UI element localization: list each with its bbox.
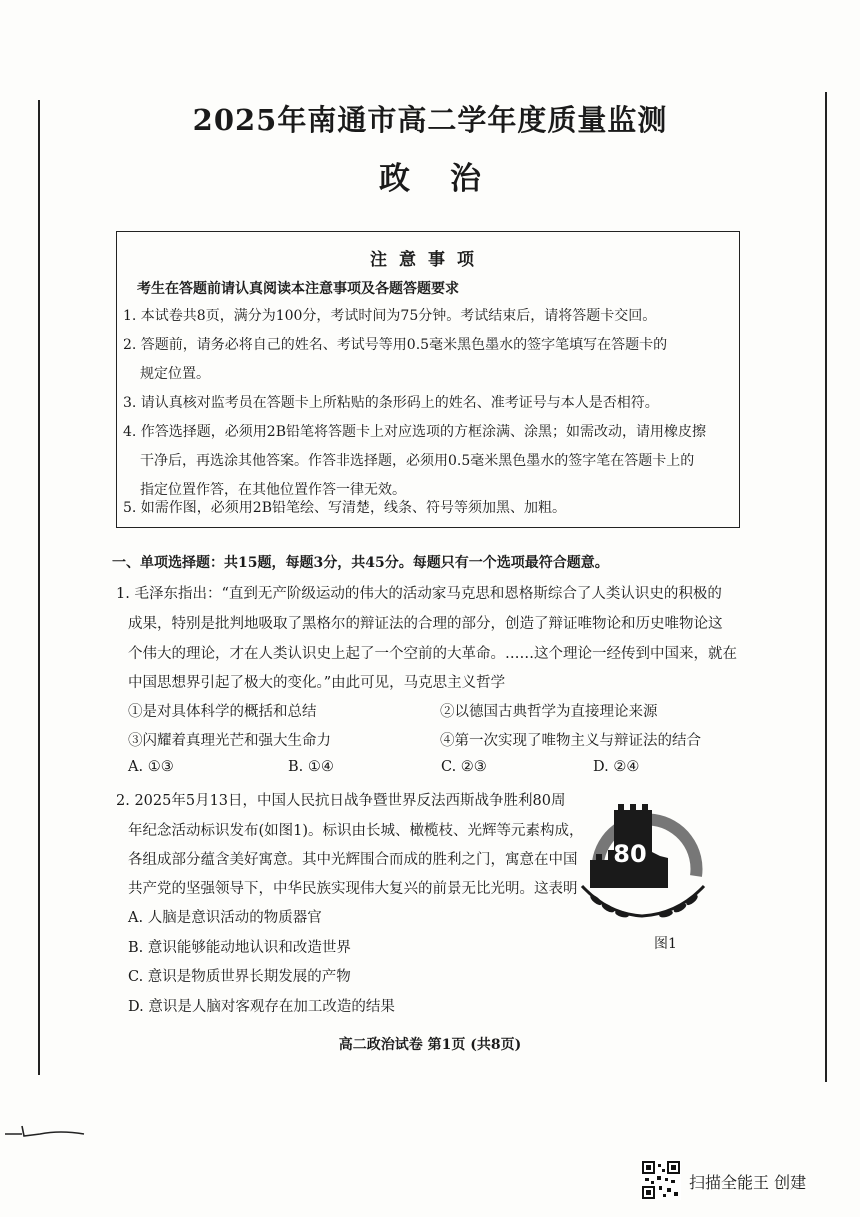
q2-text: 共产党的坚强领导下，中华民族实现伟大复兴的前景无比光明。这表明	[128, 881, 578, 897]
qr-code-icon	[641, 1160, 681, 1200]
q1-statement: ①是对具体科学的概括和总结	[128, 704, 317, 720]
q1-text: 1. 毛泽东指出：“直到无产阶级运动的伟大的活动家马克思和恩格斯综合了人类认识史的积极的	[116, 586, 722, 602]
q1-option-c: C. ②③	[441, 759, 487, 775]
notice-intro: 考生在答题前请认真阅读本注意事项及各题答题要求	[137, 281, 459, 297]
notice-box	[116, 231, 740, 528]
q1-option-d: D. ②④	[593, 759, 640, 775]
notice-item: 2. 答题前，请务必将自己的姓名、考试号等用0.5毫米黑色墨水的签字笔填写在答题卡的 规定位置。	[123, 337, 668, 382]
subject-title: 政治	[379, 161, 521, 197]
q2-option-d: D. 意识是人脑对客观存在加工改造的结果	[128, 999, 395, 1015]
left-margin-line	[38, 100, 40, 1075]
logo-number: 80	[613, 840, 647, 868]
notice-heading: 注意事项	[370, 250, 486, 270]
q1-text: 成果，特别是批判地吸取了黑格尔的辩证法的合理的部分，创造了辩证唯物论和历史唯物论这	[128, 616, 723, 632]
q2-option-a: A. 人脑是意识活动的物质器官	[128, 910, 322, 926]
q1-statement: ③闪耀着真理光芒和强大生命力	[128, 733, 331, 749]
q2-option-c: C. 意识是物质世界长期发展的产物	[128, 969, 351, 985]
pen-mark	[0, 1120, 100, 1150]
q1-text: 个伟大的理论，才在人类认识史上起了一个空前的大革命。……这个理论一经传到中国来，就在	[128, 646, 737, 662]
right-margin-line	[825, 92, 827, 1082]
page-footer: 高二政治试卷 第1页 (共8页)	[338, 1037, 522, 1053]
scanner-watermark	[641, 1160, 841, 1200]
section-heading: 一、单项选择题：共15题，每题3分，共45分。每题只有一个选项最符合题意。	[112, 555, 609, 571]
notice-item: 3. 请认真核对监考员在答题卡上所粘贴的条形码上的姓名、准考证号与本人是否相符。	[123, 395, 659, 411]
q1-option-a: A. ①③	[128, 759, 174, 775]
q1-option-b: B. ①④	[288, 759, 334, 775]
watermark-text: 扫描全能王 创建	[689, 1173, 807, 1192]
q1-statement: ④第一次实现了唯物主义与辩证法的结合	[440, 733, 701, 749]
notice-item: 1. 本试卷共8页，满分为100分，考试时间为75分钟。考试结束后，请将答题卡交回。	[123, 308, 657, 324]
q1-text: 中国思想界引起了极大的变化。”由此可见，马克思主义哲学	[128, 675, 506, 691]
notice-item: 5. 如需作图，必须用2B铅笔绘、写清楚，线条、符号等须加黑、加粗。	[123, 500, 567, 516]
notice-item: 4. 作答选择题，必须用2B铅笔将答题卡上对应选项的方框涂满、涂黑；如需改动，请用橡皮擦 干净后，再选涂其他答案。作答非选择题，必须用0.5毫米黑色墨水的签字笔在答题卡上的 指定位置作答，在其他位置作答一律无效。	[123, 424, 707, 498]
q1-statement: ②以德国古典哲学为直接理论来源	[440, 704, 658, 720]
figure-caption: 图1	[654, 936, 677, 952]
q2-option-b: B. 意识能够能动地认识和改造世界	[128, 940, 351, 956]
page-title: 2025年南通市高二学年度质量监测	[192, 103, 668, 137]
q2-text: 年纪念活动标识发布(如图1)。标识由长城、橄榄枝、光辉等元素构成，	[128, 823, 584, 839]
q2-text: 各组成部分蕴含美好寓意。其中光辉围合而成的胜利之门，寓意在中国	[128, 852, 578, 868]
anniversary-logo	[568, 790, 720, 950]
q2-text: 2. 2025年5月13日，中国人民抗日战争暨世界反法西斯战争胜利80周	[116, 793, 566, 809]
